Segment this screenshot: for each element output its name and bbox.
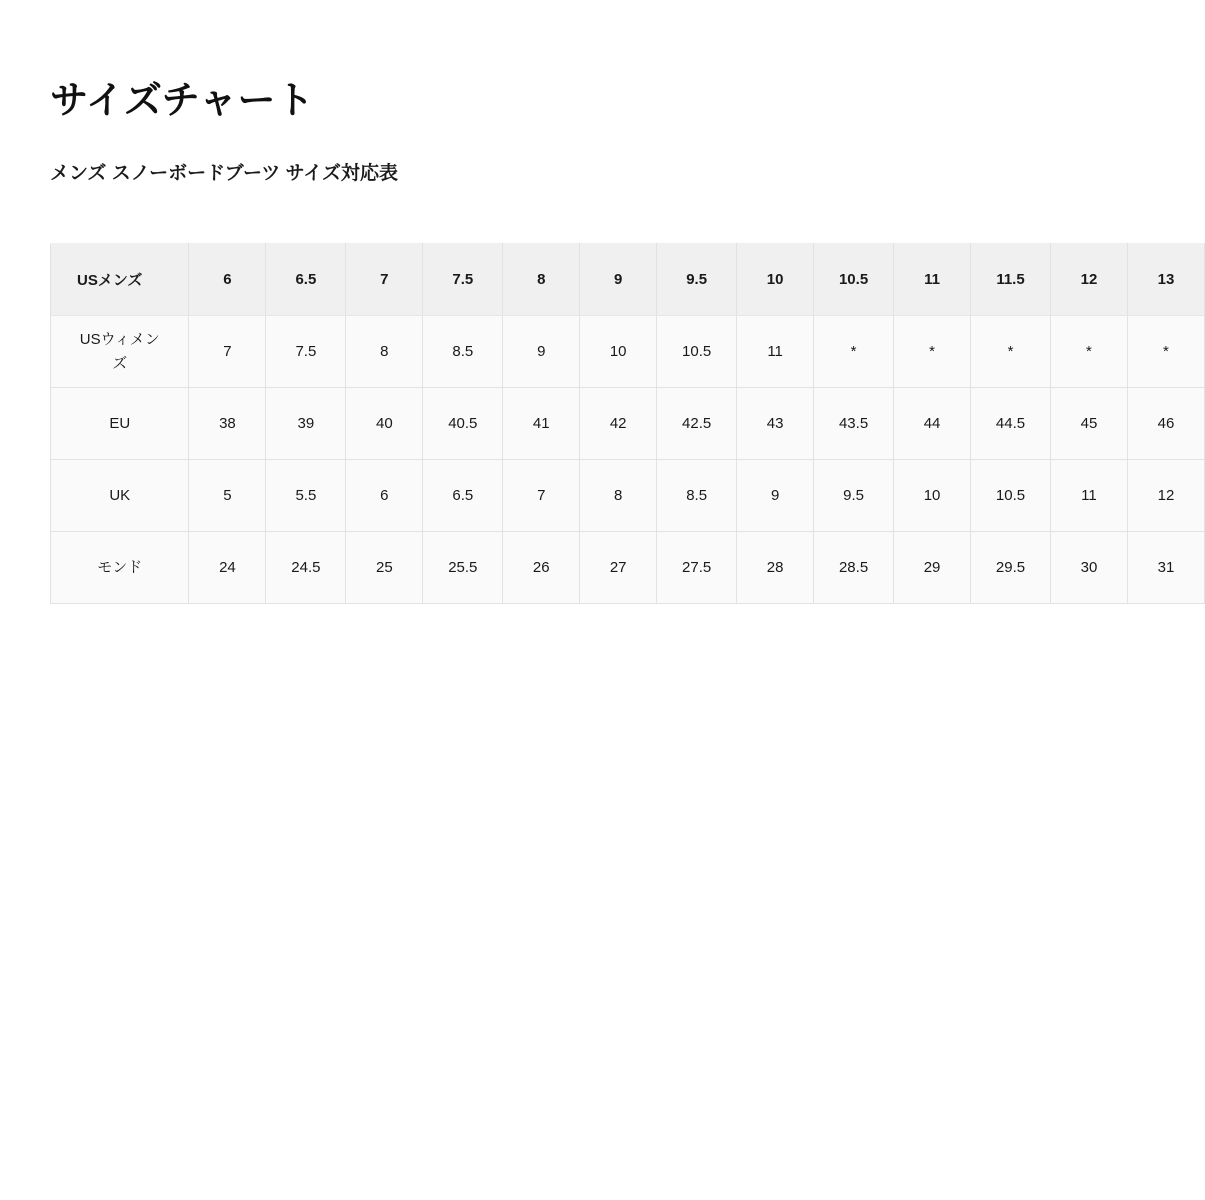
table-cell: 44 [894, 388, 971, 460]
table-cell: 8.5 [423, 316, 503, 388]
table-row [51, 532, 1205, 604]
table-cell: 46 [1127, 388, 1204, 460]
table-cell: 30 [1051, 532, 1128, 604]
column-header: 7 [346, 244, 423, 316]
table-cell: 7 [503, 460, 580, 532]
table-row [51, 316, 1205, 388]
table-cell: 10 [580, 316, 657, 388]
row-header-label: USウィメンズ [79, 331, 160, 372]
table-cell: * [971, 316, 1051, 388]
column-header: 10 [737, 244, 814, 316]
table-cell: 25.5 [423, 532, 503, 604]
table-cell: 11 [1051, 460, 1128, 532]
column-header: 13 [1127, 244, 1204, 316]
table-cell: 9.5 [814, 460, 894, 532]
column-header: 9 [580, 244, 657, 316]
column-header: 8 [503, 244, 580, 316]
table-cell: 7 [189, 316, 266, 388]
row-header-label: モンド [97, 558, 143, 576]
table-cell: 38 [189, 388, 266, 460]
table-cell: 27 [580, 532, 657, 604]
table-cell: 26 [503, 532, 580, 604]
column-header: 10.5 [814, 244, 894, 316]
table-cell: 10.5 [971, 460, 1051, 532]
table-cell: 8.5 [657, 460, 737, 532]
column-header: 6 [189, 244, 266, 316]
table-cell: 5.5 [266, 460, 346, 532]
column-header: 6.5 [266, 244, 346, 316]
table-cell: 24.5 [266, 532, 346, 604]
table-cell: 27.5 [657, 532, 737, 604]
table-cell: 24 [189, 532, 266, 604]
column-header: 9.5 [657, 244, 737, 316]
table-cell: 7.5 [266, 316, 346, 388]
column-header: 7.5 [423, 244, 503, 316]
column-header: 11 [894, 244, 971, 316]
table-cell: 42 [580, 388, 657, 460]
table-cell: 31 [1127, 532, 1204, 604]
table-cell: 28 [737, 532, 814, 604]
row-header-label: EU [109, 414, 131, 432]
table-cell: 39 [266, 388, 346, 460]
page-subtitle: メンズ スノーボードブーツ サイズ対応表 [50, 162, 398, 184]
row-header-uk [51, 460, 189, 532]
table-cell: 6 [346, 460, 423, 532]
table-cell: * [894, 316, 971, 388]
table-cell: 6.5 [423, 460, 503, 532]
table-cell: 9 [737, 460, 814, 532]
table-row [51, 388, 1205, 460]
column-header-us-mens: USメンズ [51, 244, 189, 316]
table-cell: 11 [737, 316, 814, 388]
table-cell: 10.5 [657, 316, 737, 388]
table-cell: 10 [894, 460, 971, 532]
row-header-label: UK [109, 486, 131, 504]
table-cell: 43 [737, 388, 814, 460]
table-cell: * [1051, 316, 1128, 388]
size-chart-table [50, 243, 1205, 604]
table-cell: 9 [503, 316, 580, 388]
table-cell: 40 [346, 388, 423, 460]
row-header-mondo [51, 532, 189, 604]
table-cell: * [1127, 316, 1204, 388]
table-cell: 5 [189, 460, 266, 532]
table-cell: 45 [1051, 388, 1128, 460]
column-header: 12 [1051, 244, 1128, 316]
table-cell: 25 [346, 532, 423, 604]
table-cell: 8 [346, 316, 423, 388]
size-chart-table-container [50, 243, 1175, 604]
table-cell: * [814, 316, 894, 388]
table-cell: 43.5 [814, 388, 894, 460]
table-cell: 12 [1127, 460, 1204, 532]
table-cell: 8 [580, 460, 657, 532]
table-cell: 29 [894, 532, 971, 604]
table-row [51, 460, 1205, 532]
table-header-row [51, 244, 1205, 316]
page-title: サイズチャート [50, 80, 315, 123]
row-header-us-womens [51, 316, 189, 388]
table-cell: 40.5 [423, 388, 503, 460]
column-header: 11.5 [971, 244, 1051, 316]
table-cell: 29.5 [971, 532, 1051, 604]
row-header-eu [51, 388, 189, 460]
table-cell: 42.5 [657, 388, 737, 460]
table-cell: 28.5 [814, 532, 894, 604]
table-cell: 41 [503, 388, 580, 460]
table-cell: 44.5 [971, 388, 1051, 460]
